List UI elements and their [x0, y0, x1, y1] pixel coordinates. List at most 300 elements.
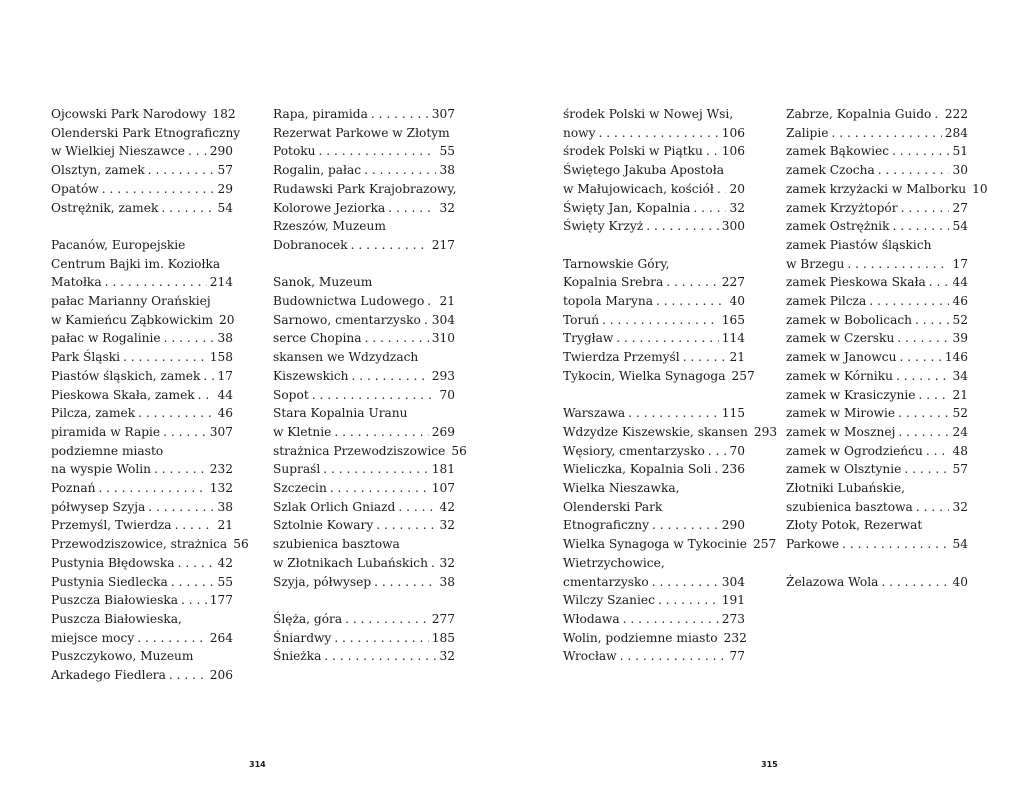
letter-group-gap [273, 591, 455, 610]
entry-page-number: 290 [209, 144, 233, 159]
dot-leader [164, 329, 215, 348]
entry-text-line: Węsiory, cmentarzysko [563, 443, 705, 458]
dot-leader [656, 292, 727, 311]
dot-leader [599, 124, 719, 143]
entry-text-line: zamek w Krasiczynie [786, 387, 916, 402]
entry-last-line [273, 647, 455, 666]
index-entry [563, 161, 745, 198]
index-entry [563, 404, 745, 423]
entry-text-line: Puszcza Białowieska [51, 593, 178, 608]
entry-text-line: skansen we Wdzydzach [273, 350, 419, 365]
entry-last-line [273, 311, 455, 330]
index-entry [51, 479, 233, 498]
entry-page-number: 290 [721, 518, 745, 533]
entry-text-line: w Brzegu [786, 256, 845, 271]
dot-leader [319, 142, 437, 161]
entry-page-number: 42 [439, 499, 455, 514]
entry-text-line: szubienica basztowa [786, 499, 913, 514]
dot-leader [666, 273, 718, 292]
entry-page-number: 293 [431, 368, 455, 383]
dot-leader [904, 460, 949, 479]
index-entry [786, 386, 968, 405]
dot-leader [323, 460, 428, 479]
entry-last-line [273, 236, 455, 255]
entry-last-line [563, 629, 745, 648]
entry-text-line: zamek krzyżacki w Malborku [786, 181, 967, 196]
entry-last-line [786, 386, 968, 405]
index-entry [273, 498, 455, 517]
letter-group-gap [563, 386, 745, 405]
dot-leader [169, 666, 207, 685]
entry-page-number: 17 [217, 368, 233, 383]
entry-text-line: zamek w Olsztynie [786, 462, 902, 477]
entry-last-line [273, 460, 455, 479]
entry-page-number: 310 [431, 331, 455, 346]
entry-page-number: 236 [721, 462, 745, 477]
entry-page-number: 106 [721, 144, 745, 159]
index-entry [786, 199, 968, 218]
index-entry [563, 367, 755, 386]
entry-text-line: zamek w Ogrodzieńcu [786, 443, 923, 458]
page-number: 315 [761, 760, 778, 769]
entry-last-line [51, 535, 249, 554]
entry-last-line [563, 124, 745, 143]
entry-text-line: zamek Krzyżtopór [786, 200, 898, 215]
index-entry [786, 479, 968, 516]
index-entry [273, 610, 455, 629]
entry-text-line: Poznań [51, 481, 96, 496]
entry-text-line: Rudawski Park Krajobrazowy, [273, 181, 457, 196]
index-entry [51, 199, 233, 218]
index-entry [51, 124, 241, 161]
entry-last-line [786, 329, 968, 348]
entry-text-line: Świętego Jakuba Apostoła [563, 163, 724, 178]
entry-page-number: 44 [952, 275, 968, 290]
entry-text-line: na wyspie Wolin [51, 462, 152, 477]
entry-text-line: w Małujowicach, kościół [563, 181, 714, 196]
entry-text-line: Wieliczka, Kopalnia Soli [563, 462, 712, 477]
index-entry [51, 292, 233, 329]
entry-page-number: 269 [431, 424, 455, 439]
dot-leader [334, 629, 428, 648]
index-entry [273, 386, 455, 405]
entry-last-line [563, 311, 745, 330]
index-entry [51, 591, 233, 610]
entry-text-line: Rapa, piramida [273, 107, 368, 121]
entry-text-line: Szyja, półwysep [273, 574, 372, 589]
entry-page-number: 54 [217, 200, 233, 215]
entry-text-line: w Złotnikach Lubańskich [273, 555, 428, 570]
index-entry [563, 255, 745, 292]
entry-page-number: 39 [952, 331, 968, 346]
entry-page-number: 191 [721, 593, 745, 608]
entry-text-line: nowy [563, 125, 596, 140]
dot-leader [330, 479, 429, 498]
index-entry [563, 610, 745, 629]
entry-text-line: Żelazowa Wola [786, 574, 879, 589]
entry-page-number: 214 [209, 275, 233, 290]
entry-text-line: Dobranocek [273, 237, 348, 252]
entry-text-line: Pacanów, Europejskie [51, 237, 186, 252]
entry-text-line: Kolorowe Jeziorka [273, 200, 386, 215]
entry-last-line [786, 460, 968, 479]
dot-leader [693, 199, 726, 218]
index-entry [786, 404, 968, 423]
entry-last-line [51, 367, 233, 386]
entry-text-line: Ślęża, góra [273, 611, 343, 626]
entry-last-line [786, 423, 968, 442]
entry-text-line: Wielka Synagoga w Tykocinie [563, 537, 748, 552]
entry-text-line: Śniardwy [273, 630, 332, 645]
index-entry [51, 105, 236, 124]
dot-leader [842, 535, 949, 554]
entry-text-line: zamek w Czersku [786, 331, 895, 346]
index-entry [563, 554, 745, 591]
entry-text-line: pałac Marianny Orańskiej [51, 294, 211, 309]
dot-leader [178, 554, 215, 573]
entry-last-line [273, 516, 455, 535]
entry-text-line: podziemne miasto [51, 443, 164, 458]
entry-text-line: w Kletnie [273, 424, 332, 439]
entry-text-line: Pieskowa Skała, zamek [51, 387, 195, 402]
entry-text-line: zamek Ostrężnik [786, 219, 890, 234]
entry-last-line [786, 535, 968, 554]
entry-page-number: 52 [952, 406, 968, 421]
entry-last-line [273, 292, 455, 311]
index-entry [273, 161, 455, 180]
dot-leader [652, 573, 719, 592]
dot-leader [602, 311, 719, 330]
index-entry [563, 591, 745, 610]
entry-text-line: Olsztyn, zamek [51, 163, 145, 178]
entry-text-line: Supraśl [273, 462, 321, 477]
entry-page-number: 284 [944, 125, 968, 140]
index-entry [273, 479, 455, 498]
dot-leader [352, 367, 429, 386]
entry-page-number: 77 [729, 649, 745, 664]
entry-last-line [273, 573, 455, 592]
entry-text-line: w Kamieńcu Ząbkowickim [51, 312, 213, 327]
dot-leader [427, 292, 436, 311]
entry-last-line [273, 610, 455, 629]
entry-last-line [51, 423, 233, 442]
entry-page-number: 48 [952, 443, 968, 458]
index-entry [51, 367, 233, 386]
entry-page-number: 70 [729, 443, 745, 458]
index-entry [273, 273, 455, 310]
entry-page-number: 293 [753, 424, 778, 439]
entry-text-line: zamek Pieskowa Skała [786, 275, 926, 290]
entry-last-line [786, 255, 968, 274]
entry-page-number: 57 [217, 163, 233, 178]
dot-leader [897, 329, 949, 348]
index-entry [273, 573, 455, 592]
index-entry [273, 460, 455, 479]
dot-leader [334, 423, 428, 442]
dot-leader [717, 180, 727, 199]
index-entry [786, 292, 968, 311]
entry-text-line: Sanok, Muzeum [273, 275, 373, 290]
entry-text-line: Pilcza, zamek [51, 406, 136, 421]
entry-page-number: 257 [731, 368, 755, 383]
index-entry [51, 236, 233, 292]
entry-text-line: piramida w Rapie [51, 424, 161, 439]
entry-text-line: Sztolnie Kowary [273, 518, 374, 533]
entry-text-line: zamek w Mosznej [786, 424, 896, 439]
dot-leader [424, 311, 429, 330]
entry-last-line [786, 273, 968, 292]
dot-leader [138, 404, 214, 423]
dot-leader [312, 386, 437, 405]
entry-page-number: 27 [952, 200, 968, 215]
entry-page-number: 165 [721, 312, 745, 327]
index-entry [273, 348, 455, 385]
entry-last-line [563, 423, 778, 442]
entry-page-number: 257 [753, 537, 777, 552]
entry-last-line [273, 161, 455, 180]
dot-leader [623, 610, 719, 629]
entry-last-line [563, 535, 777, 554]
entry-text-line: Warszawa [563, 406, 626, 421]
dot-leader [98, 479, 206, 498]
entry-page-number: 217 [431, 237, 455, 252]
entry-page-number: 185 [431, 630, 455, 645]
dot-leader [148, 161, 215, 180]
index-entry [563, 479, 745, 535]
entry-text-line: Tykocin, Wielka Synagoga [563, 368, 726, 383]
index-entry [563, 292, 745, 311]
entry-page-number: 40 [729, 294, 745, 309]
index-entry [273, 124, 455, 161]
entry-page-number: 20 [729, 181, 745, 196]
dot-leader [898, 404, 949, 423]
dot-leader [620, 647, 727, 666]
dot-leader [892, 142, 949, 161]
entry-text-line: Święty Jan, Kopalnia [563, 200, 691, 215]
index-entry [786, 124, 968, 143]
entry-text-line: Szlak Orlich Gniazd [273, 499, 396, 514]
entry-text-line: Wolin, podziemne miasto [563, 630, 718, 645]
entry-text-line: Święty Krzyż [563, 219, 644, 234]
page-number: 314 [249, 760, 266, 769]
entry-last-line [786, 498, 968, 517]
index-entry [563, 311, 745, 330]
entry-last-line [51, 479, 233, 498]
index-entry [51, 647, 233, 684]
entry-last-line [51, 105, 236, 124]
index-entry [51, 442, 233, 479]
dot-leader [345, 610, 429, 629]
dot-leader [708, 442, 727, 461]
entry-last-line [563, 442, 745, 461]
dot-leader [869, 292, 949, 311]
entry-last-line [51, 199, 233, 218]
entry-page-number: 32 [952, 499, 968, 514]
entry-page-number: 56 [451, 443, 467, 458]
entry-page-number: 46 [952, 294, 968, 309]
dot-leader [181, 591, 207, 610]
index-entry [786, 516, 968, 553]
entry-text-line: Przewodziszowice, strażnica [51, 537, 228, 552]
index-entry [786, 573, 968, 592]
letter-group-gap [273, 255, 455, 274]
index-entry [273, 516, 455, 535]
letter-group-gap [786, 554, 968, 573]
entry-last-line [786, 199, 968, 218]
dot-leader [148, 498, 214, 517]
entry-page-number: 114 [721, 331, 745, 346]
entry-text-line: Twierdza Przemyśl [563, 350, 680, 365]
index-entry [273, 105, 455, 124]
entry-last-line [786, 217, 968, 236]
index-entry [273, 180, 455, 217]
entry-text-line: Opatów [51, 181, 99, 196]
entry-page-number: 177 [209, 593, 233, 608]
dot-leader [892, 217, 949, 236]
entry-last-line [563, 348, 745, 367]
entry-text-line: Wilczy Szaniec [563, 593, 655, 608]
entry-page-number: 32 [439, 518, 455, 533]
dot-leader [714, 460, 718, 479]
index-entry [51, 498, 233, 517]
entry-page-number: 107 [431, 481, 455, 496]
entry-text-line: Złoty Potok, Rezerwat [786, 518, 923, 533]
dot-leader [105, 273, 207, 292]
entry-page-number: 232 [209, 462, 233, 477]
index-entry [273, 647, 455, 666]
entry-text-line: zamek w Mirowie [786, 406, 896, 421]
index-entry [51, 161, 233, 180]
index-entry [786, 180, 988, 199]
dot-leader [616, 329, 718, 348]
index-entry [563, 442, 745, 461]
entry-last-line [786, 124, 968, 143]
dot-leader [398, 498, 436, 517]
index-entry [273, 442, 467, 461]
entry-text-line: Matołka [51, 275, 102, 290]
dot-leader [915, 311, 949, 330]
index-entry [51, 423, 233, 442]
entry-page-number: 232 [723, 630, 747, 645]
entry-last-line [273, 142, 455, 161]
index-entry [786, 311, 968, 330]
dot-leader [926, 442, 950, 461]
entry-last-line [786, 105, 968, 124]
index-column [563, 105, 778, 666]
entry-text-line: strażnica Przewodziszowice [273, 443, 446, 458]
entry-page-number: 40 [952, 574, 968, 589]
entry-page-number: 106 [721, 125, 745, 140]
entry-last-line [563, 610, 745, 629]
entry-text-line: Piastów śląskich, zamek [51, 368, 201, 383]
index-entry [563, 199, 745, 218]
index-entry [273, 311, 455, 330]
entry-page-number: 21 [217, 518, 233, 533]
entry-text-line: środek Polski w Piątku [563, 144, 703, 159]
entry-last-line [51, 573, 233, 592]
entry-text-line: Kiszewskich [273, 368, 349, 383]
entry-page-number: 17 [952, 256, 968, 271]
entry-last-line [563, 142, 745, 161]
index-entry [51, 554, 233, 573]
index-entry [786, 105, 968, 124]
entry-last-line [786, 161, 968, 180]
entry-text-line: Parkowe [786, 537, 840, 552]
entry-page-number: 32 [439, 555, 455, 570]
entry-last-line [273, 105, 455, 124]
entry-page-number: 51 [952, 144, 968, 159]
entry-text-line: Park Śląski [51, 350, 121, 365]
entry-text-line: Wietrzychowice, [563, 555, 665, 570]
entry-text-line: Arkadego Fiedlera [51, 668, 166, 683]
entry-text-line: serce Chopina [273, 331, 362, 346]
entry-page-number: 307 [431, 107, 455, 121]
entry-text-line: zamek w Janowcu [786, 350, 897, 365]
entry-last-line [786, 180, 988, 199]
dot-leader [351, 236, 429, 255]
entry-page-number: 56 [233, 537, 249, 552]
entry-text-line: Olenderski Park Etnograficzny [51, 125, 241, 140]
entry-last-line [563, 516, 745, 535]
dot-leader [171, 573, 215, 592]
index-entry [786, 161, 968, 180]
entry-page-number: 55 [439, 144, 455, 159]
entry-page-number: 57 [952, 462, 968, 477]
entry-page-number: 29 [217, 181, 233, 196]
entry-text-line: Rogalin, pałac [273, 163, 362, 178]
entry-last-line [273, 199, 455, 218]
entry-page-number: 32 [729, 200, 745, 215]
index-entry [51, 180, 233, 199]
entry-last-line [51, 404, 233, 423]
index-entry [51, 610, 233, 647]
dot-leader [324, 647, 436, 666]
dot-leader [901, 199, 950, 218]
index-entry [51, 348, 233, 367]
index-entry [273, 217, 455, 254]
entry-page-number: 277 [431, 611, 455, 626]
entry-text-line: Potoku [273, 144, 316, 159]
index-entry [786, 236, 968, 273]
entry-text-line: Puszcza Białowieska, [51, 611, 182, 626]
entry-last-line [273, 329, 455, 348]
entry-last-line [273, 442, 467, 461]
entry-text-line: Zabrze, Kopalnia Guido [786, 107, 932, 121]
entry-last-line [273, 479, 455, 498]
entry-page-number: 54 [952, 219, 968, 234]
dot-leader [388, 199, 436, 218]
index-entry [563, 348, 745, 367]
dot-leader [646, 217, 719, 236]
index-entry [51, 404, 233, 423]
entry-page-number: 182 [212, 107, 236, 121]
entry-last-line [51, 161, 233, 180]
entry-text-line: Trygław [563, 331, 614, 346]
entry-text-line: cmentarzysko [563, 574, 649, 589]
entry-text-line: Wielka Nieszawka, [563, 481, 680, 496]
entry-text-line: Śnieżka [273, 649, 322, 664]
entry-text-line: Ostrężnik, zamek [51, 200, 159, 215]
entry-last-line [786, 367, 968, 386]
entry-page-number: 307 [209, 424, 233, 439]
entry-last-line [51, 180, 233, 199]
entry-page-number: 38 [217, 331, 233, 346]
dot-leader [123, 348, 207, 367]
index-entry [786, 217, 968, 236]
entry-page-number: 273 [721, 611, 745, 626]
entry-text-line: Szczecin [273, 481, 327, 496]
dot-leader [898, 423, 949, 442]
